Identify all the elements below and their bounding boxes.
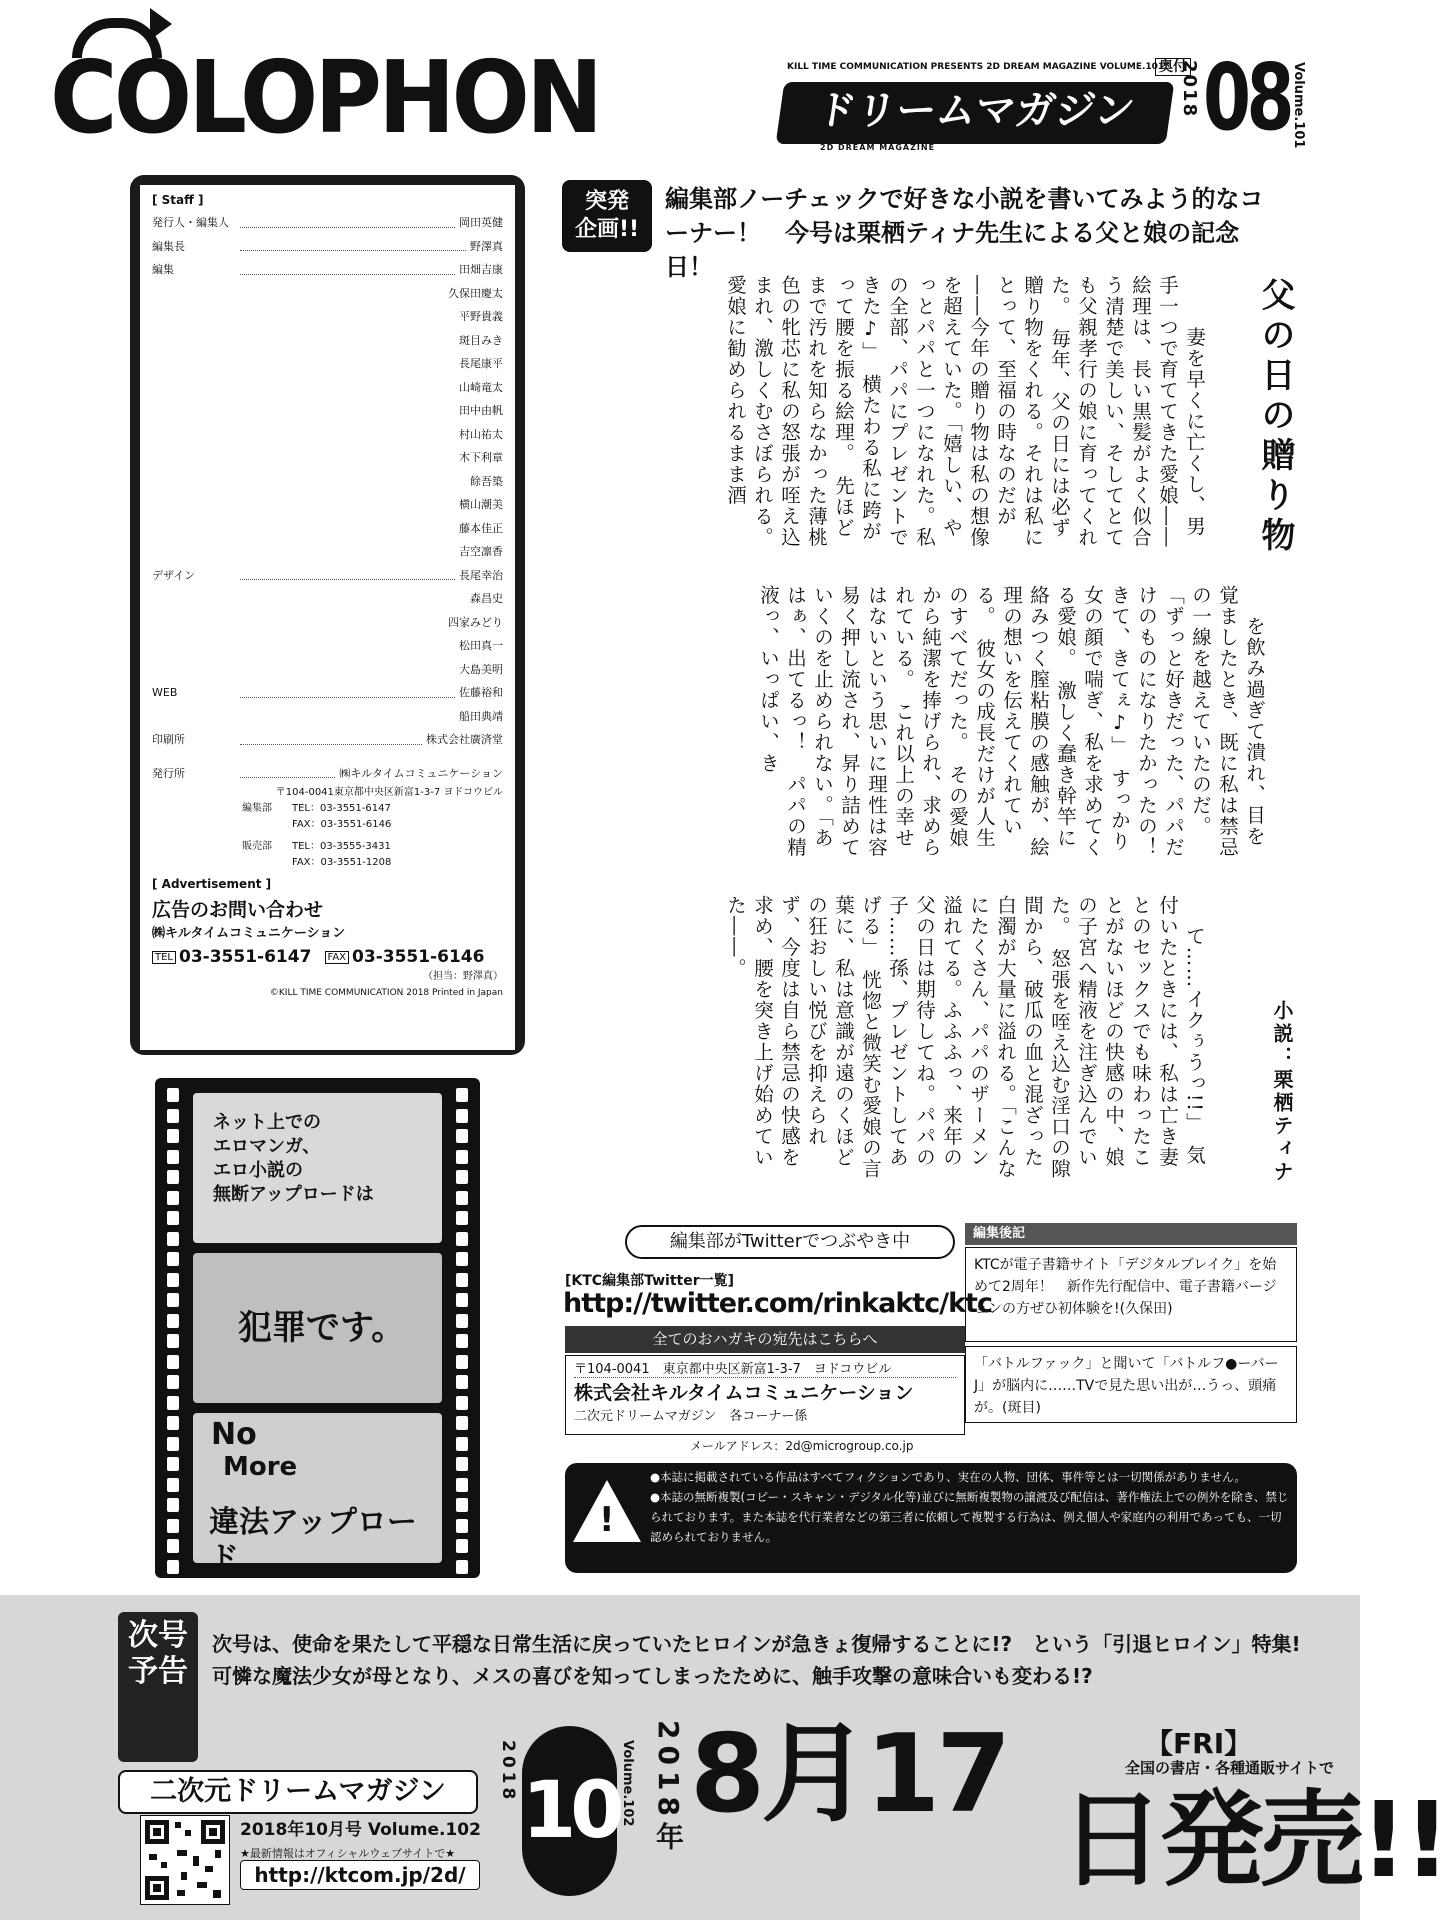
staff-row <box>152 658 503 682</box>
story-paragraph: 毎年、父の日には必ず贈り物をくれる。それは私にとって、至福の時なのだが――今年の贈り物は私の想像を超えていた。 <box>940 275 1071 548</box>
film-illegal-upload: 違法アップロード <box>209 1505 417 1576</box>
tel-tag: TEL <box>152 951 176 964</box>
staff-name: 長尾康平 <box>459 357 503 370</box>
film-sprocket-hole <box>167 1396 179 1410</box>
staff-name: 久保田慶太 <box>448 286 503 300</box>
staff-role: 印刷所 <box>152 733 185 746</box>
story-lower-text <box>550 895 1235 1185</box>
publisher-role: 発行所 <box>152 766 185 780</box>
film-sprocket-hole <box>167 1170 179 1184</box>
film-sprocket-hole <box>167 1314 179 1328</box>
film-sprocket-hole <box>456 1170 468 1184</box>
copyright: ©KILL TIME COMMUNICATION 2018 Printed in Japan <box>269 988 503 998</box>
film-sprocket-hole <box>167 1252 179 1266</box>
story-intro: 編集部ノーチェックで好きな小説を書いてみよう的なコーナー！ 今号は栗栖ティナ先生による父と娘の記念日！ <box>665 184 1264 281</box>
staff-heading: [ Staff ] <box>152 193 204 207</box>
magazine-subtitle: 2D DREAM MAGAZINE <box>820 143 936 152</box>
next-issue-badge <box>118 1612 198 1762</box>
staff-row <box>152 587 503 611</box>
story-paragraph: 気付いたときには、私は亡き妻とのセックスでも味わったことがないほどの快感の中、娘の子宮へ精液を注ぎ込んでいた。 <box>1048 895 1206 1168</box>
film-frame-2-text: 犯罪です。 <box>238 1308 406 1348</box>
mail-address: メールアドレス：2d@microgroup.co.jp <box>690 1439 914 1453</box>
release-where: 全国の書店・各種通販サイトで <box>1125 1759 1334 1777</box>
story-author: 小説：栗栖ティナ <box>1270 1000 1294 1184</box>
next-issue-number: 10 <box>522 1726 617 1896</box>
warning-exclamation-icon: ! <box>599 1500 615 1540</box>
staff-name: 船田典靖 <box>459 709 503 723</box>
staff-row <box>152 470 503 494</box>
staff-row <box>152 282 503 306</box>
dotted-leader <box>240 258 455 275</box>
postcard-bar: 全てのおハガキの宛先はこちらへ <box>565 1326 965 1353</box>
staff-row <box>152 211 503 235</box>
story-body <box>550 265 1295 1190</box>
staff-name: 岡田英健 <box>459 216 503 229</box>
story-paragraph: 妻を早くに亡くし、男手一つで育ててきた愛娘――絵理は、長い黒髪がよく似合う清楚で美しい、そしてとても父親孝行の娘に育ってくれた。 <box>1048 275 1206 548</box>
story-paragraph: 先ほどまで汚れを知らなかった薄桃色の牝芯に私の怒張が咥え込まれ、激しくむさぼられる。 <box>751 275 855 548</box>
warning-line-2: ●本誌の無断複製(コピー・スキャン・デジタル化等)並びに無断複製物の譲渡及び配信は、著作権法上での例外を除き、禁じられております。また本誌を代行業者などの第三者に依頼して複製する行為は、例え個人や家庭内の利用であっても、一切認められておりません。 <box>650 1490 1289 1544</box>
staff-name: 田中由帆 <box>459 404 503 417</box>
postcard-company: 株式会社キルタイムコミュニケーション <box>574 1382 914 1404</box>
staff-list <box>152 211 503 752</box>
staff-row <box>152 493 503 517</box>
publisher-address: 〒104-0041東京都中央区新富1-3-7 ヨドコウビル <box>275 787 503 798</box>
qr-code-icon <box>140 1815 230 1905</box>
fax-tag: FAX <box>325 951 350 964</box>
film-sprocket-hole <box>456 1498 468 1512</box>
staff-name: 株式会社廣済堂 <box>426 733 503 746</box>
staff-row <box>152 564 503 588</box>
site-url-link[interactable]: http://ktcom.jp/2d/ <box>240 1860 480 1890</box>
anti-piracy-film-strip <box>155 1078 480 1578</box>
film-sprocket-hole <box>456 1560 468 1574</box>
staff-name: 山崎竜太 <box>459 380 503 394</box>
staff-name: 長尾幸治 <box>459 568 503 582</box>
dotted-leader <box>240 235 466 252</box>
story-paragraph: 愛娘に勧められるまま酒 <box>724 275 774 560</box>
contact-dept: 販売部 <box>242 841 272 852</box>
twitter-bubble: 編集部がTwitterでつぶやき中 <box>625 1225 955 1259</box>
release-label: 日発売!! <box>1060 1779 1447 1901</box>
film-sprocket-hole <box>167 1560 179 1574</box>
film-sprocket-hole <box>456 1088 468 1102</box>
next-issue-year: 2018 <box>498 1740 518 1804</box>
dotted-leader <box>240 728 422 745</box>
story-paragraph: 横たわる私に跨がって腰を振る絵理。 <box>832 275 882 542</box>
staff-name: 吉空凛香 <box>459 545 503 558</box>
publisher-name: ㈱キルタイムコミュニケーション <box>339 766 503 780</box>
film-sprocket-hole <box>167 1375 179 1389</box>
story-paragraph: 怒張を咥え込む淫口の隙間から、破瓜の血と混ざった白濁が大量に溢れる。 <box>994 895 1071 1180</box>
film-sprocket-hole <box>167 1437 179 1451</box>
film-sprocket-hole <box>456 1150 468 1164</box>
staff-row <box>152 305 503 329</box>
dotted-leader <box>240 681 455 698</box>
next-site-note: ★最新情報はオフィシャルウェブサイトで★ <box>240 1847 456 1860</box>
story-title: 父の日の贈り物 <box>1255 277 1295 557</box>
staff-row <box>152 376 503 400</box>
staff-row <box>152 728 503 752</box>
film-sprocket-hole <box>167 1539 179 1553</box>
staff-name: 野澤真 <box>470 239 503 253</box>
film-sprocket-hole <box>456 1129 468 1143</box>
next-magazine-name: 二次元ドリームマガジン <box>118 1770 478 1814</box>
story-paragraph: 「こんなにたくさん、パパのザーメン溢れてる。ふふふっ、来年の父の日は期待してね。パパの子……孫、プレゼントしてあげる」 <box>859 895 1017 1180</box>
story-upper-text <box>695 275 1235 560</box>
ad-heading: [ Advertisement ] <box>152 877 272 891</box>
staff-row <box>152 446 503 470</box>
film-sprocket-hole <box>456 1416 468 1430</box>
staff-row <box>152 423 503 447</box>
film-sprocket-hole <box>167 1273 179 1287</box>
film-sprocket-hole <box>456 1293 468 1307</box>
dotted-leader <box>240 564 455 581</box>
postcard-address-box <box>565 1355 965 1435</box>
staff-role: 編集長 <box>152 239 185 253</box>
film-sprocket-hole <box>167 1150 179 1164</box>
staff-row <box>152 258 503 282</box>
contact-line: TEL：03-3551-6147 <box>292 803 391 814</box>
film-more: More <box>223 1452 298 1482</box>
twitter-label: [KTC編集部Twitter一覧] <box>565 1273 734 1289</box>
dotted-leader <box>240 211 455 228</box>
release-weekday: 【FRI】 <box>1145 1727 1253 1760</box>
film-sprocket-hole <box>167 1232 179 1246</box>
film-sprocket-hole <box>167 1355 179 1369</box>
editor-notes-heading: 編集後記 <box>965 1223 1297 1245</box>
staff-row <box>152 540 503 564</box>
film-sprocket-hole <box>167 1211 179 1225</box>
warning-text <box>650 1467 1290 1547</box>
staff-panel <box>140 185 515 1050</box>
staff-name: 平野貴義 <box>459 310 503 323</box>
film-sprocket-hole <box>456 1232 468 1246</box>
staff-role: WEB <box>152 686 178 699</box>
staff-role: 発行人・編集人 <box>152 216 229 229</box>
film-sprocket-hole <box>456 1396 468 1410</box>
contact-dept <box>152 855 292 871</box>
film-sprocket-hole <box>456 1478 468 1492</box>
staff-name: 木下利章 <box>459 451 503 464</box>
story-paragraph: これ以上の幸せはないという思いに理性は容易く押し流され、昇り詰めていくのを止められない。 <box>811 585 915 858</box>
staff-row <box>152 611 503 635</box>
staff-name: 佐藤裕和 <box>459 686 503 699</box>
issue-volume: Volume.101 <box>1291 62 1306 149</box>
film-sprocket-hole <box>456 1519 468 1533</box>
film-sprocket-hole <box>167 1088 179 1102</box>
film-sprocket-hole <box>167 1498 179 1512</box>
film-frame-3 <box>193 1413 442 1576</box>
film-sprocket-hole <box>456 1273 468 1287</box>
film-frame-1 <box>193 1093 442 1243</box>
staff-role: デザイン <box>152 568 196 582</box>
film-sprocket-hole <box>456 1437 468 1451</box>
story-paragraph: 恍惚と微笑む愛娘の言葉に、私は意識が遠のくほどの狂おしい悦びを抑えられず、今度は自ら禁忌の快感を求め、腰を突き上げ始めていた――。 <box>724 895 882 1180</box>
film-frame-2 <box>193 1253 442 1403</box>
staff-row <box>152 329 503 353</box>
staff-name: 餘吾築 <box>470 474 503 488</box>
film-sprocket-hole <box>456 1252 468 1266</box>
special-badge-text: 突発 企画!! <box>574 189 640 242</box>
staff-row <box>152 235 503 259</box>
staff-row <box>152 681 503 705</box>
story-paragraph: 「あはぁ、出てるっ！ パパの精液っ、いっぱい、き <box>757 585 834 858</box>
staff-name: 四家みどり <box>448 615 503 629</box>
film-sprocket-hole <box>456 1109 468 1123</box>
magazine-logo: ドリームマガジン <box>776 82 1175 144</box>
film-sprocket-hole <box>167 1478 179 1492</box>
film-sprocket-hole <box>167 1129 179 1143</box>
contact-line: FAX：03-3551-6146 <box>292 819 392 830</box>
postcard-address: 〒104-0041 東京都中央区新富1-3-7 ヨドコウビル <box>574 1358 956 1378</box>
film-sprocket-hole <box>456 1355 468 1369</box>
staff-row <box>152 634 503 658</box>
release-date: 8月17 <box>690 1712 1008 1837</box>
colophon-logo: COLOPHON <box>50 39 600 156</box>
editor-note-1: KTCが電子書籍サイト「デジタルブレイク」を始めて2周年！ 新作先行配信中、電子書籍バージョンの方ぜひ初体験を!(久保田) <box>965 1247 1297 1342</box>
story-paragraph: すっかり女の顔で喘ぎ、私を求めてくる愛娘。 <box>1054 585 1131 858</box>
issue-year: 2018 <box>1179 60 1200 119</box>
next-issue-volume: Volume.102 <box>620 1740 635 1827</box>
story-paragraph: て……イクぅうっ!!」 <box>1183 925 1206 1124</box>
warning-line-1: ●本誌に掲載されている作品はすべてフィクションであり、実在の人物、団体、事件等とは一切関係がありません。 <box>650 1470 1246 1484</box>
issue-month: 08 <box>1203 44 1291 151</box>
film-sprocket-hole <box>167 1519 179 1533</box>
film-sprocket-hole <box>456 1211 468 1225</box>
staff-row <box>152 517 503 541</box>
story-paragraph: その愛娘から純潔を捧げられ、求められている。 <box>892 585 969 858</box>
ad-company: ㈱キルタイムコミュニケーション <box>152 926 346 941</box>
story-middle-text <box>550 585 1295 879</box>
staff-row <box>152 399 503 423</box>
film-sprocket-hole <box>456 1191 468 1205</box>
story-paragraph: を飲み過ぎて潰れ、目を覚ましたとき、既に私は禁忌の一線を越えていたのだ。 <box>1189 585 1266 858</box>
staff-role: 編集 <box>152 263 174 276</box>
staff-row <box>152 352 503 376</box>
release-year: 2018年 <box>652 1720 685 1856</box>
credit-line: KILL TIME COMMUNICATION PRESENTS 2D DREAM MAGAZINE VOLUME.101 <box>787 62 1165 72</box>
film-no: No <box>211 1417 257 1452</box>
film-sprocket-hole <box>167 1416 179 1430</box>
editor-note-2: 「バトルファック」と聞いて「バトルフ●ーバーJ」が脳内に……TVで見た思い出が…うっ、頭痛が。(斑目) <box>965 1346 1297 1423</box>
contact-line: FAX：03-3551-1208 <box>292 857 392 868</box>
story-paragraph: 「ずっと好きだった、パパだけのものになりたかったの！ きて、きてぇ♪」 <box>1108 585 1185 879</box>
ad-title: 広告のお問い合わせ <box>152 899 324 921</box>
film-sprocket-hole <box>167 1334 179 1348</box>
film-sprocket-hole <box>456 1334 468 1348</box>
film-sprocket-hole <box>456 1457 468 1471</box>
logo-arrow-head-icon <box>150 8 172 40</box>
film-frame-1-text: ネット上での エロマンガ、 エロ小説の 無断アップロードは <box>213 1112 374 1205</box>
twitter-url-link[interactable]: http://twitter.com/rinkaktc/ktc <box>563 1288 992 1319</box>
postcard-dept: 二次元ドリームマガジン 各コーナー係 <box>574 1409 808 1424</box>
contact-dept <box>152 817 292 833</box>
ad-contact-person: （担当：野澤真） <box>423 971 503 982</box>
story-paragraph: 「嬉しい、やっとパパと一つになれた。私の全部、パパにプレゼントできた♪」 <box>859 275 963 548</box>
film-sprocket-hole <box>167 1109 179 1123</box>
staff-name: 藤本佳正 <box>459 521 503 535</box>
film-sprocket-hole <box>456 1375 468 1389</box>
film-sprocket-hole <box>456 1539 468 1553</box>
staff-name: 斑目みき <box>459 333 503 347</box>
staff-name: 横山潮美 <box>459 498 503 511</box>
story-paragraph: 激しく蠢き幹竿に絡みつく膣粘膜の感触が、絵理の想いを伝えてくれている。 <box>973 585 1077 858</box>
film-sprocket-hole <box>167 1293 179 1307</box>
film-sprocket-hole <box>167 1191 179 1205</box>
contact-dept: 編集部 <box>242 803 272 814</box>
staff-name: 森昌史 <box>470 592 503 605</box>
contact-line: TEL：03-3555-3431 <box>292 841 391 852</box>
special-badge <box>562 180 652 252</box>
film-sprocket-hole <box>456 1314 468 1328</box>
ad-tel: 03-3551-6147 <box>179 947 312 967</box>
staff-name: 松田真一 <box>459 639 503 652</box>
okuzuke-label: 奥付 <box>1155 58 1191 76</box>
story-paragraph: 彼女の成長だけが人生のすべてだった。 <box>946 585 996 849</box>
next-issue-label: 2018年10月号 Volume.102 <box>240 1820 481 1840</box>
ad-fax: 03-3551-6146 <box>352 947 485 967</box>
next-issue-badge-text: 次号 予告 <box>128 1618 188 1689</box>
film-sprocket-hole <box>167 1457 179 1471</box>
staff-row <box>152 705 503 729</box>
next-issue-text: 次号は、使命を果たして平穏な日常生活に戻っていたヒロインが急きょ復帰することに!? という「引退ヒロイン」特集! 可憐な魔法少女が母となり、メスの喜びを知ってしまったために、触手攻撃の意味合いも変わる!? <box>212 1632 1321 1688</box>
staff-name: 田畑吉康 <box>459 263 503 276</box>
staff-name: 大島美明 <box>459 662 503 676</box>
staff-name: 村山祐太 <box>459 427 503 441</box>
